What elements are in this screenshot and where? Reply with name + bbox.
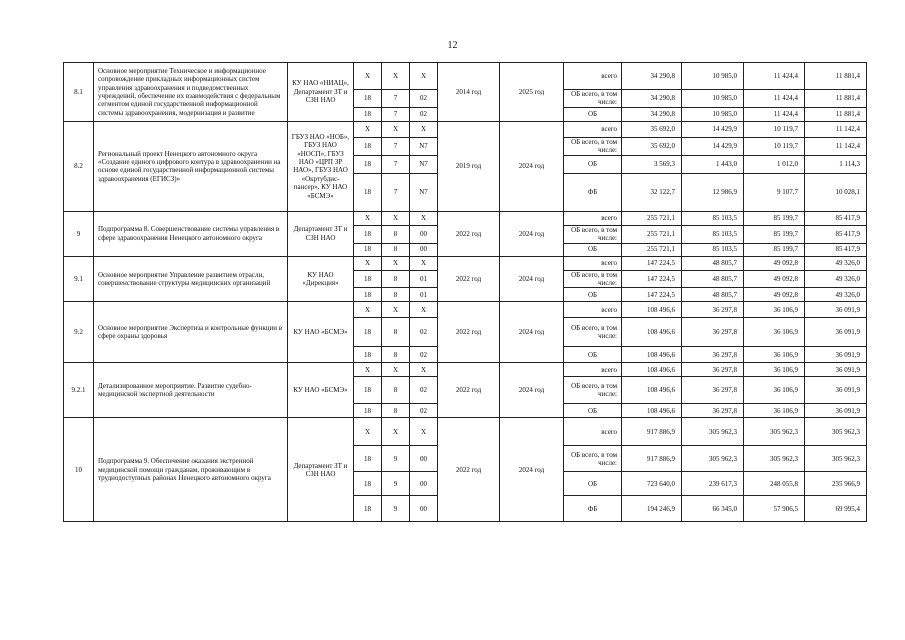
item-name: Основное мероприятие Экспертиза и контрольные функции в сфере охраны здоровья: [94, 302, 288, 363]
value-total: 147 224,5: [622, 270, 682, 288]
table-row: [64, 63, 867, 90]
code-c: Х: [410, 418, 438, 446]
executor: Департамент ЗТ и СЗН НАО: [288, 211, 354, 256]
value-total: 194 246,9: [622, 496, 682, 522]
value-year-1: 305 962,3: [682, 446, 744, 472]
end-year: 2024 год: [500, 121, 564, 211]
table-row: [64, 363, 867, 377]
funding-source: ОБ: [564, 107, 622, 121]
value-year-3: 235 966,9: [805, 472, 867, 496]
end-year: 2024 год: [500, 256, 564, 302]
value-year-2: 248 055,8: [744, 472, 805, 496]
code-a: Х: [354, 256, 382, 270]
value-year-1: 85 103,5: [682, 243, 744, 256]
code-c: 00: [410, 225, 438, 243]
code-b: Х: [382, 363, 410, 377]
code-b: Х: [382, 256, 410, 270]
table-row: [64, 211, 867, 225]
value-total: 108 496,6: [622, 377, 682, 404]
value-total: 255 721,1: [622, 211, 682, 225]
value-year-1: 36 297,8: [682, 377, 744, 404]
value-year-2: 85 199,7: [744, 211, 805, 225]
item-name: Детализированное мероприятие. Развитие судебно-медицинской экспертной деятельности: [94, 363, 288, 418]
funding-source: ОБ всего, в том числе:: [564, 90, 622, 108]
value-year-3: 36 091,9: [805, 347, 867, 363]
value-year-1: 66 345,0: [682, 496, 744, 522]
value-year-2: 11 424,4: [744, 90, 805, 108]
item-number: 10: [64, 418, 94, 522]
value-year-1: 305 962,3: [682, 418, 744, 446]
value-year-1: 12 986,9: [682, 173, 744, 211]
value-year-3: 85 417,9: [805, 243, 867, 256]
code-c: 02: [410, 107, 438, 121]
code-c: 01: [410, 288, 438, 302]
value-year-3: 49 326,0: [805, 256, 867, 270]
end-year: 2024 год: [500, 302, 564, 363]
value-year-2: 11 424,4: [744, 107, 805, 121]
code-c: Х: [410, 211, 438, 225]
value-total: 108 496,6: [622, 404, 682, 418]
item-number: 9: [64, 211, 94, 256]
value-year-3: 85 417,9: [805, 211, 867, 225]
code-a: 18: [354, 90, 382, 108]
start-year: 2022 год: [438, 302, 500, 363]
value-year-3: 49 326,0: [805, 288, 867, 302]
value-total: 34 290,8: [622, 90, 682, 108]
table-row: [64, 121, 867, 137]
code-a: 18: [354, 225, 382, 243]
funding-source: всего: [564, 418, 622, 446]
value-year-3: 36 091,9: [805, 302, 867, 318]
funding-source: ОБ: [564, 472, 622, 496]
code-b: 9: [382, 472, 410, 496]
value-year-2: 49 092,8: [744, 256, 805, 270]
end-year: 2024 год: [500, 211, 564, 256]
code-a: Х: [354, 418, 382, 446]
table-row: [64, 256, 867, 270]
value-total: 108 496,6: [622, 347, 682, 363]
value-total: 34 290,8: [622, 107, 682, 121]
code-c: Х: [410, 302, 438, 318]
value-year-3: 1 114,3: [805, 155, 867, 173]
code-c: 02: [410, 318, 438, 347]
value-year-2: 85 199,7: [744, 243, 805, 256]
item-name: Подпрограмма 8. Совершенствование системы управления в сфере здравоохранения Ненецкого автономного округа: [94, 211, 288, 256]
item-number: 9.2: [64, 302, 94, 363]
table-row: [64, 302, 867, 318]
code-b: 7: [382, 90, 410, 108]
code-b: Х: [382, 302, 410, 318]
code-a: 18: [354, 472, 382, 496]
value-year-3: 36 091,9: [805, 318, 867, 347]
code-b: 7: [382, 137, 410, 155]
code-c: 02: [410, 404, 438, 418]
code-c: 02: [410, 347, 438, 363]
executor: Департамент ЗТ и СЗН НАО: [288, 418, 354, 522]
value-year-2: 305 962,3: [744, 418, 805, 446]
value-year-1: 14 429,9: [682, 137, 744, 155]
value-total: 32 122,7: [622, 173, 682, 211]
value-year-2: 85 199,7: [744, 225, 805, 243]
value-year-1: 36 297,8: [682, 363, 744, 377]
code-a: Х: [354, 363, 382, 377]
value-total: 108 496,6: [622, 363, 682, 377]
value-year-3: 11 881,4: [805, 90, 867, 108]
value-total: 35 692,0: [622, 137, 682, 155]
value-total: 108 496,6: [622, 302, 682, 318]
code-a: 18: [354, 318, 382, 347]
item-number: 8.2: [64, 121, 94, 211]
value-year-1: 48 805,7: [682, 256, 744, 270]
value-year-1: 48 805,7: [682, 270, 744, 288]
code-b: 8: [382, 225, 410, 243]
item-number: 9.1: [64, 256, 94, 302]
code-c: 00: [410, 472, 438, 496]
value-year-2: 49 092,8: [744, 270, 805, 288]
code-a: 18: [354, 496, 382, 522]
value-year-1: 1 443,0: [682, 155, 744, 173]
value-year-3: 49 326,0: [805, 270, 867, 288]
code-b: 8: [382, 347, 410, 363]
code-c: Х: [410, 256, 438, 270]
funding-source: ОБ всего, в том числе:: [564, 270, 622, 288]
value-year-2: 36 106,9: [744, 347, 805, 363]
code-b: 8: [382, 243, 410, 256]
code-b: 8: [382, 318, 410, 347]
code-b: Х: [382, 418, 410, 446]
value-year-2: 36 106,9: [744, 363, 805, 377]
value-year-2: 10 119,7: [744, 121, 805, 137]
value-year-2: 9 107,7: [744, 173, 805, 211]
value-year-1: 239 617,3: [682, 472, 744, 496]
value-year-3: 11 142,4: [805, 137, 867, 155]
code-c: 02: [410, 377, 438, 404]
value-year-2: 36 106,9: [744, 302, 805, 318]
code-a: 18: [354, 288, 382, 302]
funding-source: ОБ: [564, 404, 622, 418]
value-year-3: 305 962,3: [805, 418, 867, 446]
program-funding-table: [63, 62, 867, 522]
code-a: 18: [354, 173, 382, 211]
value-year-3: 11 881,4: [805, 63, 867, 90]
item-name: Подпрограмма 9. Обеспечение оказания экстренной медицинской помощи гражданам, проживающим в труднодоступных районах Ненецкого автономного округа: [94, 418, 288, 522]
code-c: 00: [410, 446, 438, 472]
code-c: Х: [410, 121, 438, 137]
code-c: N7: [410, 173, 438, 211]
funding-source: ОБ: [564, 347, 622, 363]
item-number: 9.2.1: [64, 363, 94, 418]
value-year-1: 36 297,8: [682, 302, 744, 318]
code-a: Х: [354, 211, 382, 225]
code-c: 00: [410, 243, 438, 256]
value-year-1: 36 297,8: [682, 318, 744, 347]
funding-source: ОБ всего, в том числе:: [564, 137, 622, 155]
value-year-2: 10 119,7: [744, 137, 805, 155]
code-b: 9: [382, 446, 410, 472]
value-year-1: 10 985,0: [682, 90, 744, 108]
code-a: Х: [354, 121, 382, 137]
funding-source: всего: [564, 363, 622, 377]
funding-source: ОБ: [564, 243, 622, 256]
code-c: 01: [410, 270, 438, 288]
executor: КУ НАО «НИАЦ», Департамент ЗТ и СЗН НАО: [288, 63, 354, 122]
code-b: 8: [382, 404, 410, 418]
item-name: Региональный проект Ненецкого автономного округа «Создание единого цифрового контура в здравоохранении на основе единой государственной информационной системы здравоохранения (ЕГИСЗ)»: [94, 121, 288, 211]
value-total: 917 886,9: [622, 446, 682, 472]
value-year-2: 49 092,8: [744, 288, 805, 302]
executor: КУ НАО «БСМЭ»: [288, 363, 354, 418]
value-year-2: 305 962,3: [744, 446, 805, 472]
code-b: 8: [382, 288, 410, 302]
value-total: 917 886,9: [622, 418, 682, 446]
code-a: 18: [354, 243, 382, 256]
code-b: Х: [382, 211, 410, 225]
funding-source: всего: [564, 211, 622, 225]
value-year-3: 10 028,1: [805, 173, 867, 211]
item-name: Основное мероприятие Техническое и информационное сопровождение прикладных информационных систем управления здравоохранения и подведомственных учреждений, обеспечение их взаимодействия с федеральным сегментом единой государственной информационной системы здравоохранения, модернизация и развитие: [94, 63, 288, 122]
value-year-2: 36 106,9: [744, 377, 805, 404]
value-total: 147 224,5: [622, 288, 682, 302]
value-total: 3 569,3: [622, 155, 682, 173]
start-year: 2022 год: [438, 418, 500, 522]
start-year: 2022 год: [438, 363, 500, 418]
start-year: 2022 год: [438, 211, 500, 256]
start-year: 2019 год: [438, 121, 500, 211]
value-year-3: 305 962,3: [805, 446, 867, 472]
funding-source: всего: [564, 256, 622, 270]
code-a: 18: [354, 137, 382, 155]
table-row: [64, 418, 867, 446]
code-c: 02: [410, 90, 438, 108]
value-year-2: 36 106,9: [744, 404, 805, 418]
funding-source: ОБ всего, в том числе:: [564, 318, 622, 347]
executor: КУ НАО «Дирекция»: [288, 256, 354, 302]
end-year: 2024 год: [500, 418, 564, 522]
code-b: 7: [382, 155, 410, 173]
page-number: 12: [447, 40, 458, 51]
code-a: Х: [354, 63, 382, 90]
value-year-1: 10 985,0: [682, 107, 744, 121]
code-c: Х: [410, 63, 438, 90]
code-b: 8: [382, 377, 410, 404]
executor: ГБУЗ НАО «НОБ», ГБУЗ НАО «НОСП», ГБУЗ НАО «ЦРП ЗР НАО», ГБУЗ НАО «Окртубдис-пансер», КУ НАО «БСМЭ»: [288, 121, 354, 211]
code-b: 8: [382, 270, 410, 288]
code-c: N7: [410, 137, 438, 155]
funding-source: ОБ всего, в том числе:: [564, 377, 622, 404]
value-year-2: 57 906,5: [744, 496, 805, 522]
value-total: 34 290,8: [622, 63, 682, 90]
value-total: 147 224,5: [622, 256, 682, 270]
code-b: 7: [382, 173, 410, 211]
start-year: 2022 год: [438, 256, 500, 302]
value-year-1: 36 297,8: [682, 347, 744, 363]
end-year: 2025 год: [500, 63, 564, 122]
value-year-1: 85 103,5: [682, 211, 744, 225]
value-year-2: 1 012,0: [744, 155, 805, 173]
funding-source: ОБ всего, в том числе:: [564, 446, 622, 472]
value-year-1: 36 297,8: [682, 404, 744, 418]
value-year-3: 11 142,4: [805, 121, 867, 137]
code-b: Х: [382, 121, 410, 137]
funding-source: ФБ: [564, 173, 622, 211]
code-c: N7: [410, 155, 438, 173]
funding-source: ОБ: [564, 288, 622, 302]
code-b: Х: [382, 63, 410, 90]
value-year-1: 14 429,9: [682, 121, 744, 137]
funding-source: ФБ: [564, 496, 622, 522]
code-a: 18: [354, 404, 382, 418]
value-total: 108 496,6: [622, 318, 682, 347]
item-number: 8.1: [64, 63, 94, 122]
item-name: Основное мероприятие Управление развитием отрасли, совершенствование структуры медицинских организаций: [94, 256, 288, 302]
funding-source: всего: [564, 63, 622, 90]
code-c: 00: [410, 496, 438, 522]
funding-source: всего: [564, 121, 622, 137]
code-a: 18: [354, 347, 382, 363]
funding-source: ОБ: [564, 155, 622, 173]
end-year: 2024 год: [500, 363, 564, 418]
code-a: 18: [354, 155, 382, 173]
value-year-2: 11 424,4: [744, 63, 805, 90]
code-b: 9: [382, 496, 410, 522]
code-a: 18: [354, 377, 382, 404]
value-year-3: 11 881,4: [805, 107, 867, 121]
code-a: 18: [354, 446, 382, 472]
value-total: 35 692,0: [622, 121, 682, 137]
value-year-3: 36 091,9: [805, 404, 867, 418]
code-a: Х: [354, 302, 382, 318]
code-b: 7: [382, 107, 410, 121]
code-c: Х: [410, 363, 438, 377]
value-year-1: 10 985,0: [682, 63, 744, 90]
value-year-3: 69 995,4: [805, 496, 867, 522]
code-a: 18: [354, 107, 382, 121]
funding-source: всего: [564, 302, 622, 318]
executor: КУ НАО «БСМЭ»: [288, 302, 354, 363]
value-year-1: 85 103,5: [682, 225, 744, 243]
value-year-1: 48 805,7: [682, 288, 744, 302]
value-total: 723 640,0: [622, 472, 682, 496]
value-year-2: 36 106,9: [744, 318, 805, 347]
value-total: 255 721,1: [622, 243, 682, 256]
code-a: 18: [354, 270, 382, 288]
value-total: 255 721,1: [622, 225, 682, 243]
start-year: 2014 год: [438, 63, 500, 122]
funding-source: ОБ всего, в том числе:: [564, 225, 622, 243]
value-year-3: 36 091,9: [805, 363, 867, 377]
value-year-3: 36 091,9: [805, 377, 867, 404]
value-year-3: 85 417,9: [805, 225, 867, 243]
